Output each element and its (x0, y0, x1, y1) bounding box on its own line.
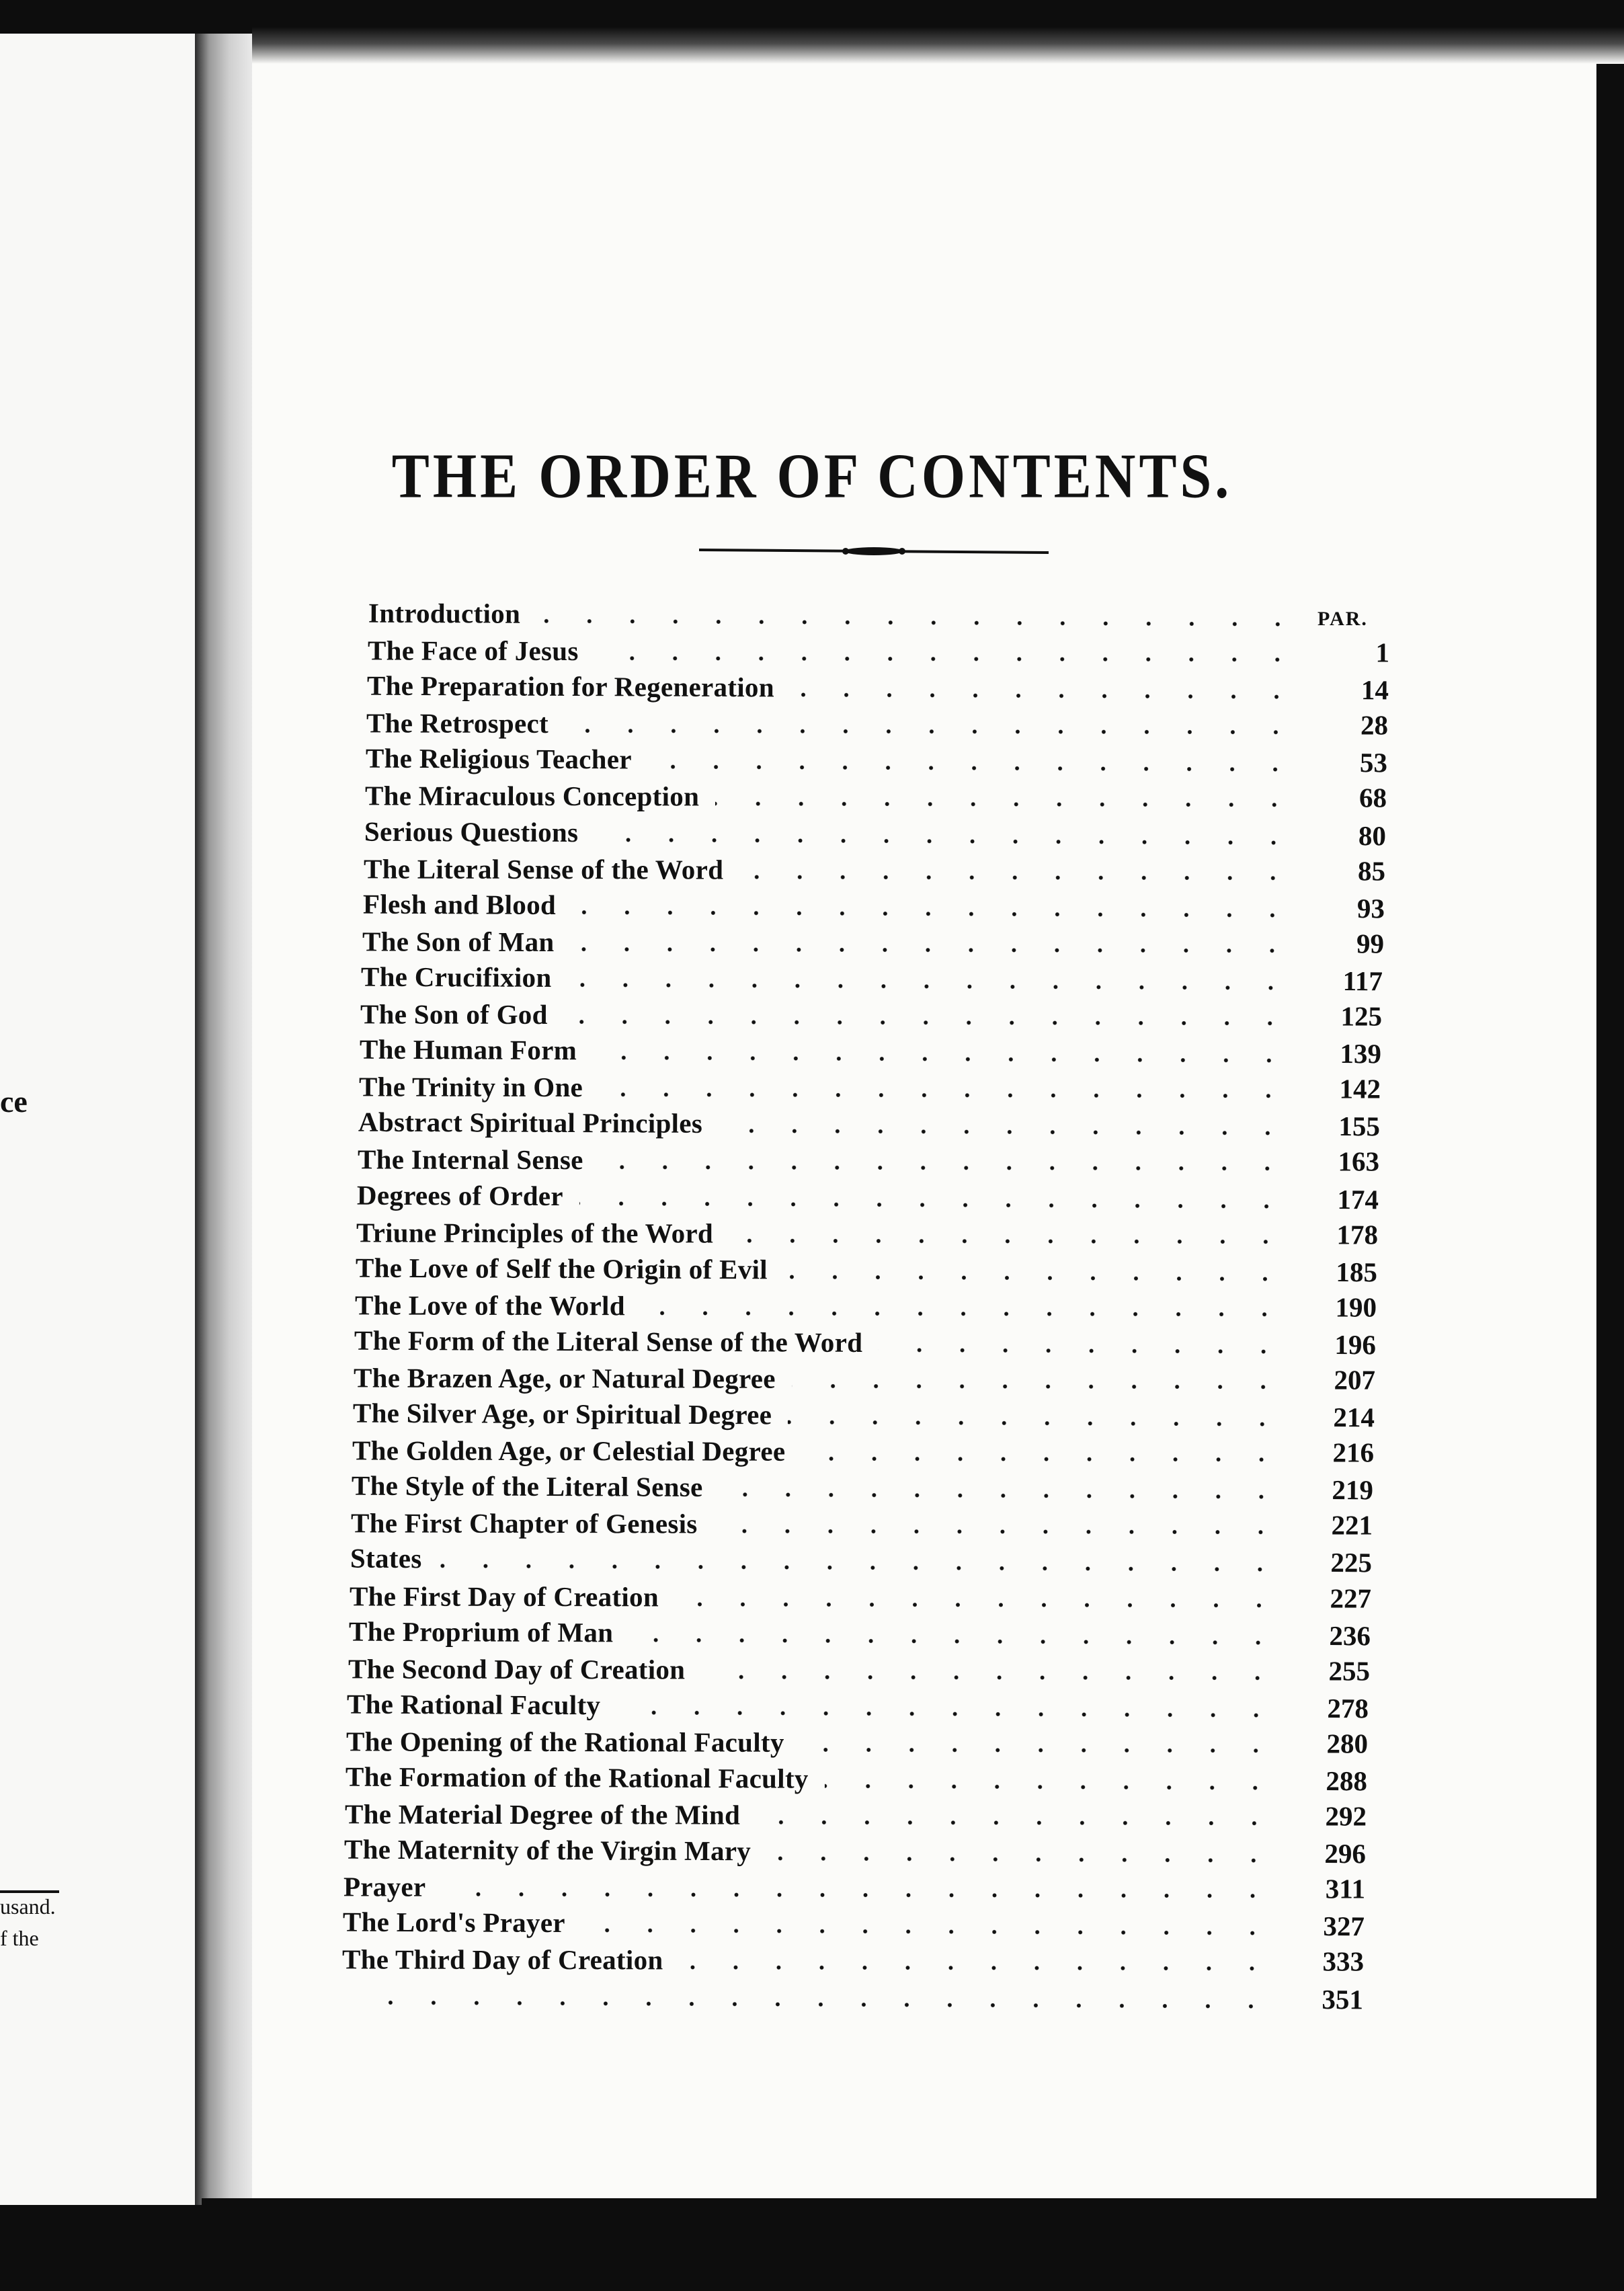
toc-entry-par: 68 (1358, 782, 1387, 814)
toc-row (352, 1431, 1374, 1469)
dot-leader (801, 1748, 1277, 1753)
toc-row (351, 1503, 1373, 1541)
toc-row (360, 1029, 1381, 1070)
toc-entry-title: Prayer (343, 1871, 426, 1903)
toc-row (365, 776, 1387, 814)
toc-entry-title: The Formation of the Rational Faculty (345, 1761, 809, 1794)
toc-entry-title: The Trinity in One (358, 1071, 583, 1103)
toc-entry-title: The Literal Sense of the Word (363, 853, 724, 885)
toc-entry-title: States (350, 1543, 422, 1574)
toc-row (362, 921, 1384, 959)
dot-leader (784, 1275, 1287, 1281)
toc-entry-par: 85 (1357, 855, 1386, 887)
dot-leader (616, 1710, 1278, 1717)
toc-entry-title: Degrees of Order (356, 1179, 563, 1211)
dot-leader (790, 693, 1298, 699)
toc-row (366, 703, 1388, 741)
toc-entry-title: The Religious Teacher (365, 743, 632, 775)
toc-entry-par: 255 (1328, 1655, 1371, 1687)
dot-leader (767, 1857, 1275, 1863)
toc-entry-par: 214 (1333, 1402, 1375, 1433)
toc-entry-par: 1 (1375, 637, 1390, 668)
toc-entry-title: Introduction (368, 597, 521, 629)
toc-entry-par: 311 (1325, 1873, 1366, 1904)
contents-list (341, 595, 1390, 2015)
toc-row (346, 1757, 1367, 1798)
toc-row (360, 994, 1382, 1032)
toc-entry-par: 139 (1340, 1038, 1382, 1070)
toc-entry-par: 227 (1330, 1582, 1372, 1614)
toc-row (349, 1611, 1371, 1652)
facing-page-fragment-1: ce (0, 1084, 28, 1119)
toc-row (348, 1648, 1370, 1687)
toc-row (344, 1829, 1366, 1870)
toc-entry-title: The Maternity of the Virgin Mary (343, 1833, 752, 1867)
toc-entry-title: Triune Principles of the Word (356, 1217, 714, 1249)
dot-leader (788, 1420, 1284, 1426)
toc-entry-par: 278 (1327, 1692, 1369, 1724)
dot-leader (595, 656, 1299, 661)
toc-row (364, 811, 1386, 852)
toc-entry-par: 28 (1360, 709, 1389, 741)
toc-row (368, 593, 1390, 634)
toc-row (358, 1139, 1379, 1178)
dot-leader (739, 875, 1295, 880)
dot-leader (879, 1348, 1285, 1354)
toc-entry-par: 93 (1356, 892, 1385, 924)
dot-leader (756, 1820, 1276, 1826)
toc-row (356, 1247, 1377, 1288)
toc-entry-title: The Third Day of Creation (341, 1943, 663, 1976)
toc-row (350, 1576, 1371, 1614)
toc-row (358, 1102, 1380, 1143)
toc-row (354, 1320, 1376, 1361)
dot-leader (801, 1457, 1283, 1462)
toc-entry-title: The Human Form (359, 1033, 577, 1066)
toc-entry-title: The Son of God (360, 998, 548, 1031)
dot-leader (579, 1201, 1288, 1209)
toc-row (350, 1538, 1372, 1579)
dot-leader (536, 619, 1299, 627)
toc-entry-title: The Brazen Age, or Natural Degree (353, 1362, 776, 1394)
toc-entry-par: 288 (1326, 1765, 1368, 1797)
page-bottom-edge (202, 2198, 1624, 2291)
facing-page-fragment-3: f the (0, 1926, 39, 1950)
toc-entry-par: 333 (1322, 1946, 1365, 1978)
dot-leader (648, 765, 1297, 772)
toc-row (356, 1212, 1378, 1250)
dot-leader (719, 1129, 1289, 1135)
toc-entry-par: 117 (1342, 965, 1383, 997)
dot-leader (564, 1020, 1291, 1025)
toc-entry-title: The Face of Jesus (367, 635, 579, 667)
toc-entry-par: 296 (1324, 1838, 1367, 1870)
toc-row (363, 883, 1385, 924)
facing-page (0, 34, 195, 2205)
dot-leader (719, 1492, 1283, 1499)
toc-row (345, 1794, 1367, 1833)
dot-leader (825, 1784, 1276, 1790)
toc-row (343, 1902, 1365, 1943)
toc-entry-par: 327 (1323, 1911, 1365, 1942)
toc-entry-title: The Lord's Prayer (342, 1906, 565, 1939)
toc-entry-title: The Love of Self the Origin of Evil (355, 1252, 768, 1285)
toc-entry-title: Serious Questions (364, 815, 579, 848)
dot-leader (571, 947, 1293, 953)
toc-entry-title: The Silver Age, or Spiritual Degree (352, 1397, 772, 1431)
toc-entry-title: The Golden Age, or Celestial Degree (352, 1435, 786, 1468)
toc-entry-title: The Form of the Literal Sense of the Word (354, 1324, 863, 1358)
toc-row (367, 666, 1389, 707)
toc-entry-title: Flesh and Blood (362, 888, 557, 920)
toc-row (347, 1683, 1369, 1724)
toc-entry-title: The Rational Faculty (346, 1688, 601, 1721)
dot-leader (581, 1929, 1274, 1935)
book-gutter (195, 34, 252, 2205)
dot-leader (792, 1384, 1285, 1390)
toc-entry-title: The Second Day of Creation (348, 1653, 686, 1685)
toc-entry-title: The Proprium of Man (348, 1615, 614, 1648)
dot-leader (358, 2000, 1272, 2008)
toc-entry-par: 80 (1358, 819, 1387, 851)
dot-leader (675, 1602, 1281, 1607)
toc-row (357, 1174, 1379, 1215)
toc-row (364, 848, 1385, 887)
toc-entry-par: 163 (1338, 1146, 1380, 1178)
dot-leader (599, 1092, 1290, 1098)
toc-entry-par: 178 (1336, 1219, 1379, 1250)
toc-entry-title: The Miraculous Conception (364, 780, 700, 813)
toc-entry-par: 207 (1334, 1364, 1376, 1396)
toc-row (342, 1939, 1364, 1978)
dot-leader (701, 1675, 1279, 1680)
toc-entry-title: The Retrospect (366, 707, 549, 739)
toc-entry-par: 236 (1329, 1619, 1371, 1652)
toc-entry-title: The Opening of the Rational Faculty (346, 1726, 784, 1758)
facing-page-fragment-2: usand. (0, 1894, 56, 1919)
toc-entry-title: The Material Degree of the Mind (344, 1798, 741, 1831)
toc-row (353, 1393, 1375, 1434)
toc-entry-par: 292 (1325, 1800, 1367, 1832)
toc-entry-title: Abstract Spiritual Principles (358, 1107, 703, 1139)
dot-leader (572, 910, 1294, 918)
dot-leader (593, 1055, 1291, 1063)
facing-page-rule (0, 1890, 59, 1893)
toc-entry-par: 125 (1340, 1000, 1383, 1032)
toc-entry-title: The First Day of Creation (349, 1580, 659, 1612)
toc-row (343, 1867, 1365, 1905)
page-top-edge (252, 27, 1624, 64)
toc-entry-par: 221 (1331, 1509, 1373, 1541)
toc-entry-par: 280 (1326, 1728, 1369, 1759)
toc-entry-par: 53 (1359, 747, 1388, 778)
toc-row (341, 1974, 1363, 2015)
toc-entry-title: The Preparation for Regeneration (366, 670, 774, 703)
toc-entry-title: The Style of the Literal Sense (351, 1470, 703, 1503)
toc-row (361, 957, 1383, 998)
toc-entry-par: 185 (1336, 1256, 1378, 1288)
toc-entry-par: 219 (1332, 1474, 1374, 1506)
toc-entry-title: The Love of the World (354, 1289, 625, 1322)
dot-leader (567, 983, 1291, 990)
toc-row (346, 1721, 1368, 1759)
toc-entry-par: 99 (1356, 928, 1385, 959)
toc-row (368, 631, 1389, 669)
toc-entry-par: 196 (1334, 1329, 1377, 1361)
toc-row (366, 738, 1387, 779)
toc-row (355, 1285, 1377, 1323)
toc-entry-title: The Internal Sense (357, 1143, 583, 1176)
dot-leader (641, 1311, 1286, 1316)
dot-leader (714, 1529, 1282, 1535)
toc-entry-title: The First Chapter of Genesis (350, 1507, 698, 1539)
page-title: THE ORDER OF CONTENTS. (391, 441, 1233, 512)
par-column-header: PAR. (1317, 608, 1368, 630)
toc-entry-title: The Son of Man (362, 926, 555, 957)
toc-row (352, 1465, 1373, 1506)
toc-row (359, 1067, 1381, 1105)
toc-entry-par: 216 (1332, 1437, 1375, 1468)
toc-entry-par: 155 (1338, 1111, 1381, 1142)
toc-entry-par: 190 (1335, 1291, 1377, 1323)
dot-leader (729, 1238, 1287, 1244)
toc-entry-par: 142 (1339, 1073, 1381, 1104)
dot-leader (594, 838, 1295, 845)
dot-leader (600, 1166, 1289, 1171)
toc-entry-title: The Crucifixion (360, 961, 552, 993)
toc-entry-par: 14 (1361, 674, 1389, 706)
ornament-divider-icon (699, 543, 1049, 559)
toc-row (354, 1357, 1375, 1396)
dot-leader (679, 1966, 1272, 1971)
toc-entry-par: 351 (1322, 1983, 1364, 2015)
dot-leader (438, 1564, 1281, 1572)
dot-leader (442, 1892, 1274, 1898)
toc-entry-par: 225 (1330, 1547, 1373, 1578)
dot-leader (565, 729, 1297, 734)
toc-entry-par: 174 (1337, 1183, 1379, 1215)
dot-leader (715, 802, 1296, 807)
dot-leader (629, 1638, 1280, 1644)
